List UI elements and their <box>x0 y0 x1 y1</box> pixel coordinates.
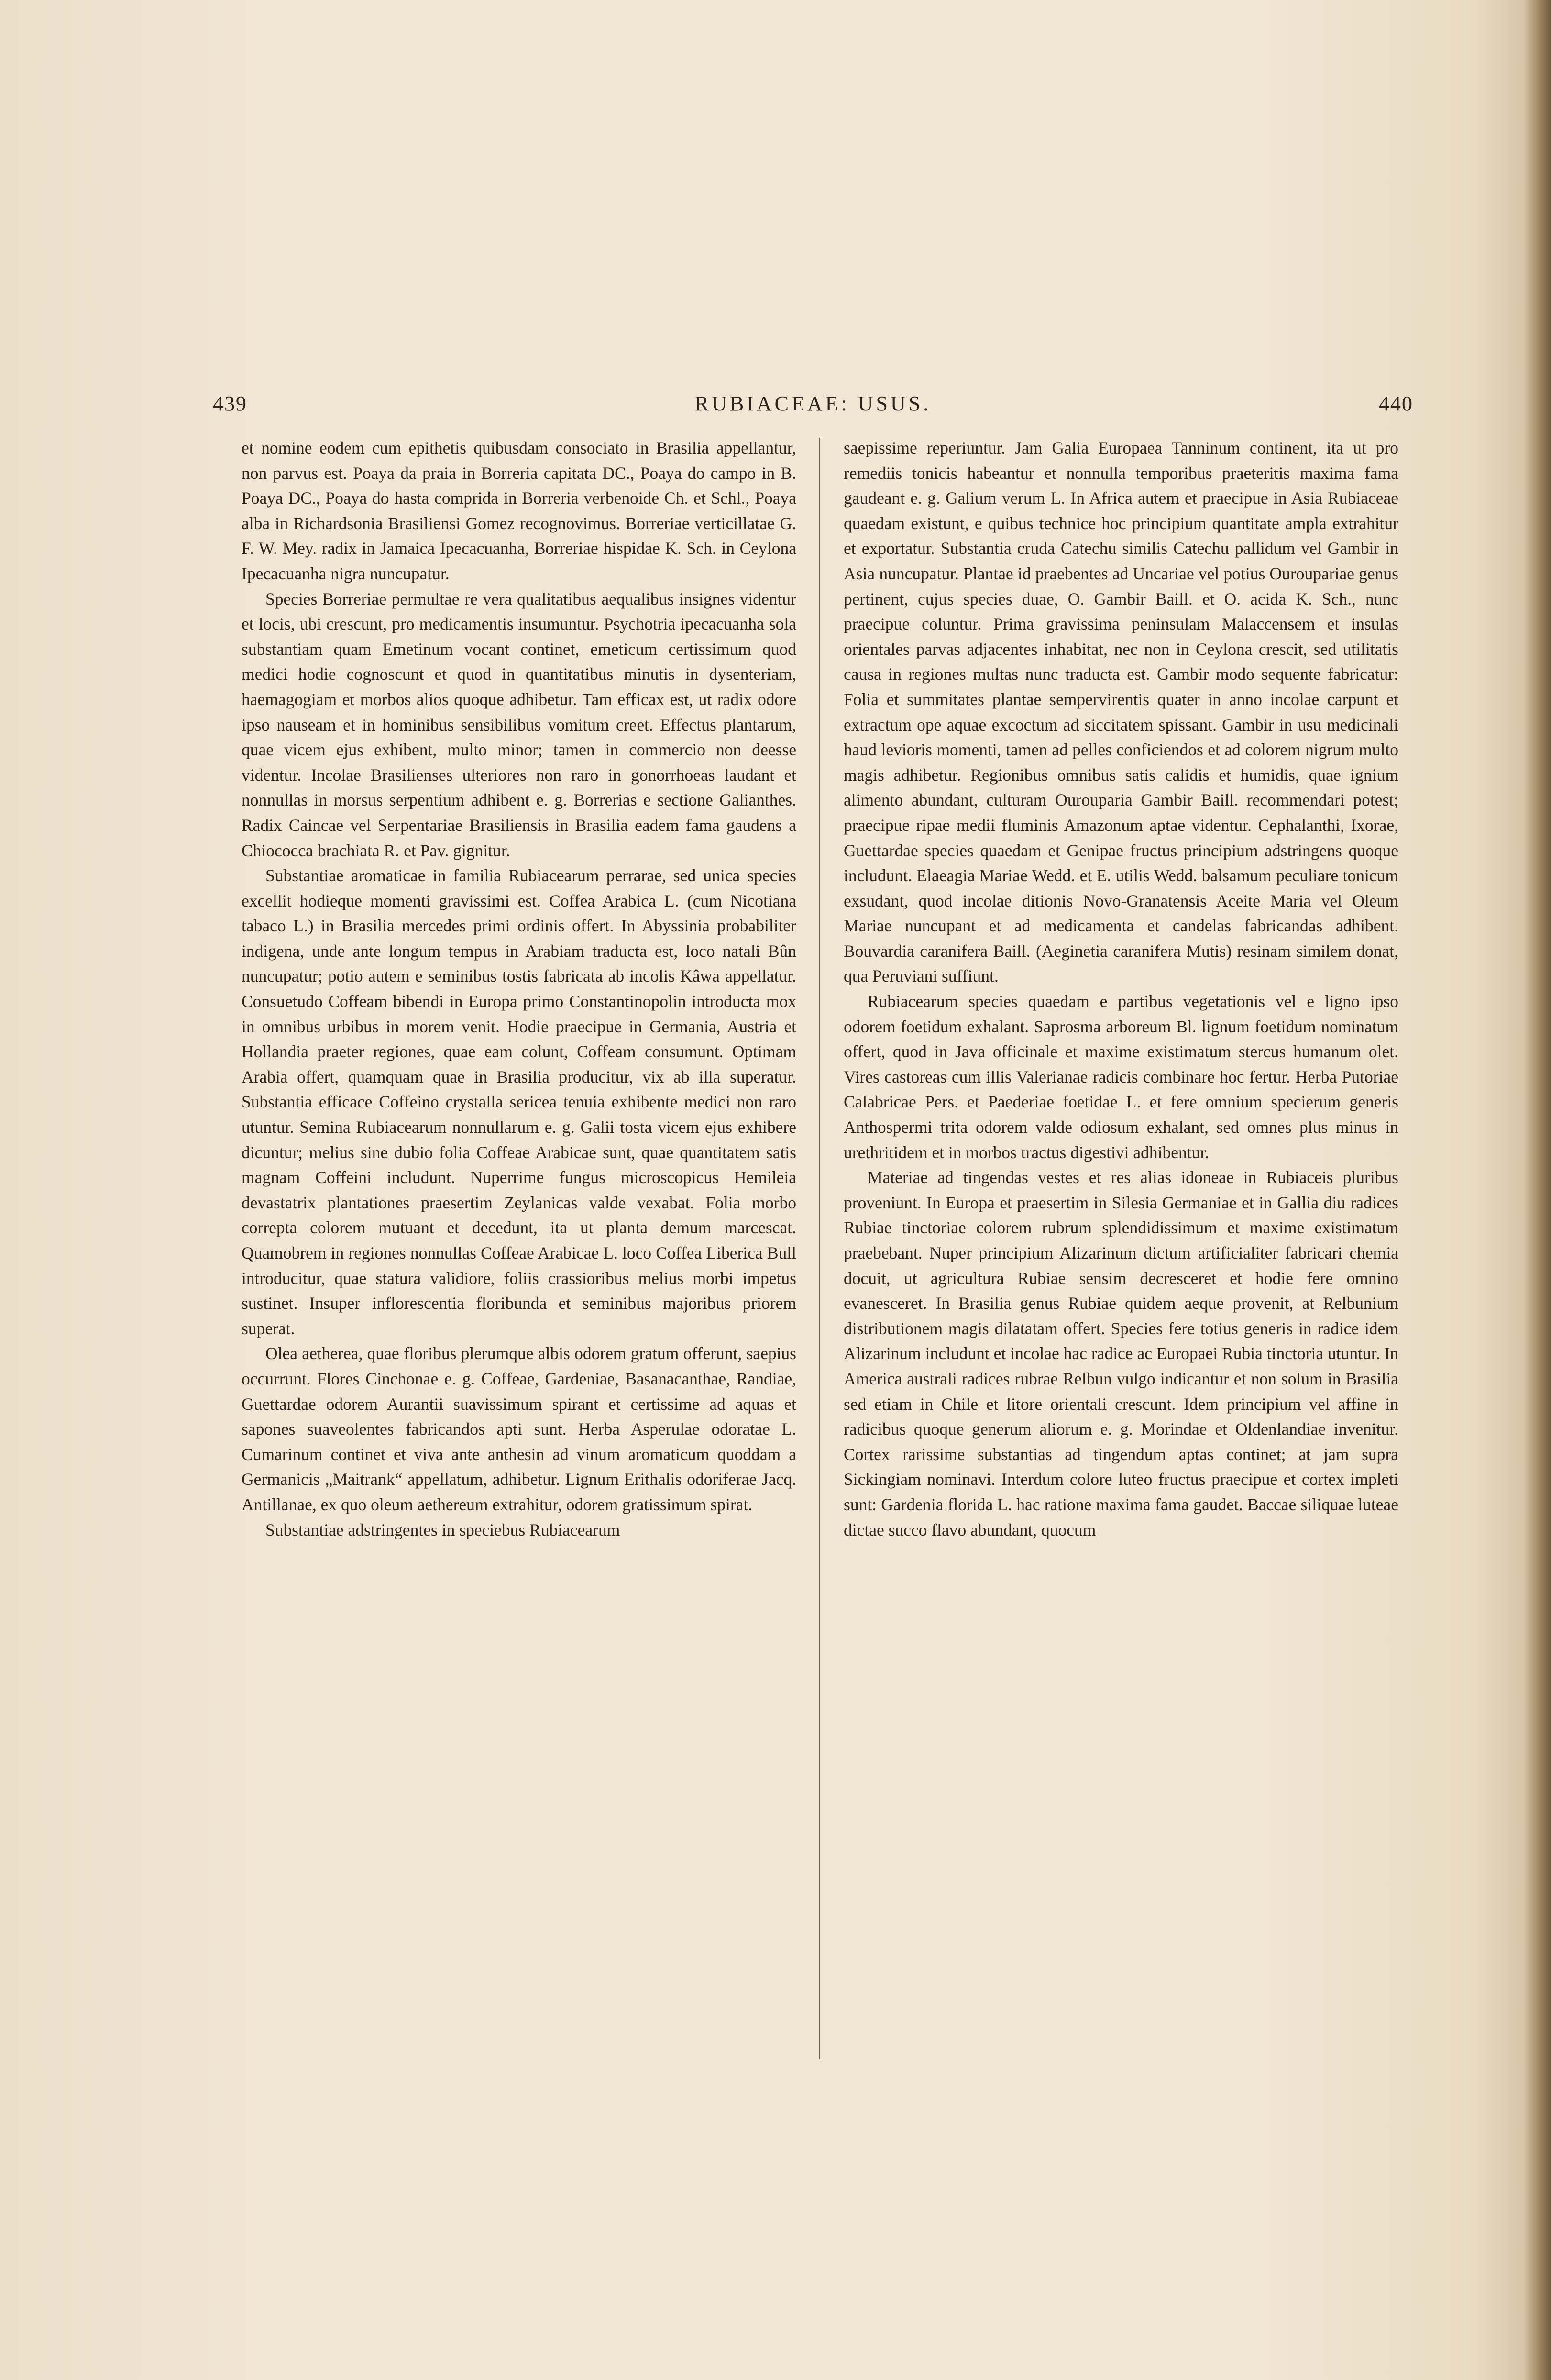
paragraph: Species Borreriae permultae re vera qualitatibus aequalibus insignes videntur et locis, ubi crescunt, pro medicamentis insumuntur. Psychotria ipecacuanha sola substantiam quam Emetinum vocant continet, emeticum certissimum quod medici hodie cognoscunt et quod in quantitatibus minutis in dysenteriam, haemagogiam et morbos alios quoque adhibetur. Tam efficax est, ut radix odore ipso nauseam et in hominibus sensibilibus vomitum creet. Effectus plantarum, quae vicem ejus exhibent, multo minor; tamen in commercio non deesse videntur. Incolae Brasilienses ulteriores non raro in gonorrhoeas laudant et nonnullas in morsus serpentium adhibent e. g. Borrerias e sectione Galianthes. Radix Caincae vel Serpentariae Brasiliensis in Brasilia eadem fama gaudens a Chiococca brachiata R. et Pav. gignitur. <box>242 589 796 860</box>
book-spine-edge <box>1523 0 1551 2380</box>
left-page-number: 439 <box>213 392 247 415</box>
right-page-number: 440 <box>1379 392 1413 415</box>
paragraph: Rubiacearum species quaedam e partibus vegetationis vel e ligno ipso odorem foetidum exhalant. Saprosma arboreum Bl. lignum foetidum nominatum offert, quod in Java officinale et maxime existimatum stercus humanum olet. Vires castoreas cum illis Valerianae radicis combinare hoc fertur. Herba Putoriae Calabricae Pers. et Paederiae foetidae L. et fere omnium specierum generis Anthospermi trita odorem valde odiosum exhalant, sed omnes plus minus in urethritidem et in morbos tractus digestivi adhibentur. <box>844 992 1398 1162</box>
right-text-column <box>844 435 1398 1542</box>
paragraph: et nomine eodem cum epithetis quibusdam consociato in Brasilia appellantur, non parvus est. Poaya da praia in Borreria capitata DC., Poaya do campo in B. Poaya DC., Poaya do hasta comprida in Borreria verbenoide Ch. et Schl., Poaya alba in Richardsonia Brasiliensi Gomez recognovimus. Borreriae verticillatae G. F. W. Mey. radix in Jamaica Ipecacuanha, Borreriae hispidae K. Sch. in Ceylona Ipecacuanha nigra nuncupatur. <box>242 438 796 583</box>
paragraph: Materiae ad tingendas vestes et res alias idoneae in Rubiaceis pluribus proveniunt. In Europa et praesertim in Silesia Germaniae et in Gallia diu radices Rubiae tinctoriae colorem rubrum splendidissimum et maxime existimatum praebebant. Nuper principium Alizarinum dictum artificialiter fabricari chemia docuit, ut agricultura Rubiae sensim decresceret et hodie fere omnino evanesceret. In Brasilia genus Rubiae quidem aeque provenit, at Relbunium distributionem magis dilatatam offert. Species fere totius generis in radice idem Alizarinum includunt et incolae hac radice ac Europaei Rubia tinctoria utuntur. In America australi radices rubrae Relbun vulgo indicantur et non solum in Brasilia sed etiam in Chile et litore orientali crescunt. Idem principium vel affine in radicibus quoque generum aliorum e. g. Morindae et Oldenlandiae invenitur. Cortex rarissime substantias ad tingendum aptas continet; at jam supra Sickingiam nominavi. Interdum colore luteo fructus praecipue et cortex impleti sunt: Gardenia florida L. hac ratione maxima fama gaudet. Baccae siliquae luteae dictae succo flavo abundant, quocum <box>844 1168 1398 1539</box>
running-title: RUBIACEAE: USUS. <box>694 392 932 415</box>
running-header <box>213 391 1413 425</box>
left-text-column <box>242 435 796 1542</box>
paragraph: Substantiae adstringentes in speciebus Rubiacearum <box>265 1520 620 1539</box>
paragraph: saepissime reperiuntur. Jam Galia Europaea Tanninum continent, ita ut pro remediis tonicis habeantur et nonnulla temporibus praeteritis maxima fama gaudeant e. g. Galium verum L. In Africa autem et praecipue in Asia Rubiaceae quaedam existunt, e quibus technice hoc principium quantitate ampla extrahitur et exportatur. Substantia cruda Catechu similis Catechu pallidum vel Gambir in Asia nuncupatur. Plantae id praebentes ad Uncariae vel potius Ouroupariae genus pertinent, cujus species duae, O. Gambir Baill. et O. acida K. Sch., nunc praecipue coluntur. Prima gravissima peninsulam Malaccensem et insulas orientales parvas adjacentes inhabitat, nec non in Ceylona crescit, sed utilitatis causa in regiones multas nunc traducta est. Gambir modo sequente fabricatur: Folia et summitates plantae sempervirentis quater in anno incolae carpunt et extractum ope aquae excoctum ad siccitatem spissant. Gambir in usu medicinali haud levioris momenti, tamen ad pelles conficiendos et ad colorem nigrum multo magis adhibetur. Regionibus omnibus satis calidis et humidis, quae ignium alimento abundant, culturam Ourouparia Gambir Baill. recommendari potest; praecipue ripae medii fluminis Amazonum aptae videntur. Cephalanthi, Ixorae, Guettardae species quaedam et Genipae fructus principium adstringens quoque includunt. Elaeagia Mariae Wedd. et E. utilis Wedd. balsamum peculiare tonicum exsudant, quod incolae ditionis Novo-Granatensis Aceite Maria vel Oleum Mariae nuncupant et ad medicamenta et candelas fabricandas adhibent. Bouvardia caranifera Baill. (Aeginetia caranifera Mutis) resinam similem donat, qua Peruviani suffiunt. <box>844 438 1398 986</box>
paragraph: Olea aetherea, quae floribus plerumque albis odorem gratum offerunt, saepius occurrunt. Flores Cinchonae e. g. Coffeae, Gardeniae, Basanacanthae, Randiae, Guettardae odorem Aurantii suavissimum spirant et certissime ad aquas et sapones suaveolentes fabricandos apti sunt. Herba Asperulae odoratae L. Cumarinum continet et viva ante anthesin ad vinum aromaticum quoddam a Germanicis „Maitrank“ appellatum, adhibetur. Lignum Erithalis odoriferae Jacq. Antillanae, ex quo oleum aethereum extrahitur, odorem gratissimum spirat. <box>242 1344 796 1514</box>
paragraph: Substantiae aromaticae in familia Rubiacearum perrarae, sed unica species excellit hodieque momenti gravissimi est. Coffea Arabica L. (cum Nicotiana tabaco L.) in Brasilia mercedes primi ordinis offert. In Abyssinia probabiliter indigena, unde ante longum tempus in Arabiam traducta est, loco natali Bûn nuncupatur; potio autem e seminibus tostis fabricata ab incolis Kâwa appellatur. Consuetudo Coffeam bibendi in Europa primo Constantinopolin introducta mox in omnibus urbibus in morem venit. Hodie praecipue in Germania, Austria et Hollandia praeter regiones, quae eam colunt, Coffeam consumunt. Optimam Arabia offert, quamquam quae in Brasilia producitur, vix ab illa superatur. Substantia efficace Coffeino crystalla sericea tenuia exhibente medici non raro utuntur. Semina Rubiacearum nonnullarum e. g. Galii tosta vicem ejus exhibere dicuntur; melius sine dubio folia Coffeae Arabicae sunt, quae quantitatem satis magnam Coffeini includunt. Nuperrime fungus microscopicus Hemileia devastatrix plantationes praesertim Zeylanicas valde vexabat. Folia morbo correpta colorem mutuant et decedunt, ita ut planta demum marcescat. Quamobrem in regiones nonnullas Coffeae Arabicae L. loco Coffea Liberica Bull introducitur, quae statura validiore, foliis crassioribus melius morbi impetus sustinet. Insuper inflorescentia floribunda et seminibus majoribus priorem superat. <box>242 866 796 1338</box>
column-divider <box>819 438 820 2059</box>
